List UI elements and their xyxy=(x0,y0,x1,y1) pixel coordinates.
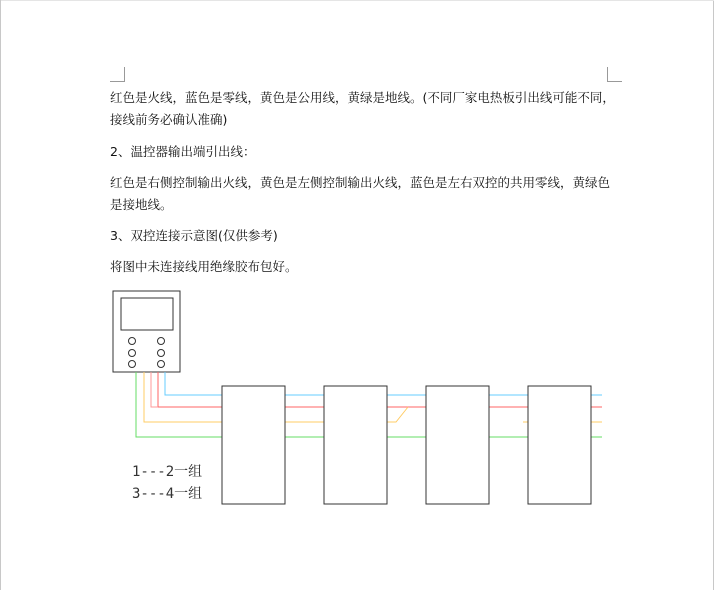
text-line: 红色是火线，蓝色是零线，黄色是公用线，黄绿是地线。(不同厂家电热板引出线可能不同， xyxy=(110,90,615,105)
wiring-diagram xyxy=(1,0,714,590)
text-line: 将图中未连接线用绝缘胶布包好。 xyxy=(110,259,298,274)
thermostat-button xyxy=(129,338,136,345)
thermostat xyxy=(113,291,180,372)
heating-panels xyxy=(222,386,591,504)
thermostat-screen xyxy=(121,298,173,330)
text-line: 3、双控连接示意图(仅供参考) xyxy=(110,228,278,243)
thermostat-button xyxy=(129,361,136,368)
thermostat-button xyxy=(129,350,136,357)
heating-panel-3 xyxy=(426,386,489,504)
wire-pink xyxy=(151,372,158,407)
legend-group-1: 1---2一组 xyxy=(132,464,203,480)
heating-panel-2 xyxy=(324,386,387,504)
thermostat-button xyxy=(158,338,165,345)
text-line: 是接地线。 xyxy=(110,197,173,212)
legend-group-2: 3---4一组 xyxy=(132,486,203,502)
text-line: 红色是右侧控制输出火线，黄色是左侧控制输出火线，蓝色是左右双控的共用零线，黄绿色 xyxy=(110,175,611,190)
thermostat-button xyxy=(158,350,165,357)
thermostat-button xyxy=(158,361,165,368)
text-line: 接线前务必确认准确) xyxy=(110,112,228,127)
heating-panel-1 xyxy=(222,386,285,504)
text-line: 2、温控器输出端引出线： xyxy=(110,144,256,159)
heating-panel-4 xyxy=(528,386,591,504)
